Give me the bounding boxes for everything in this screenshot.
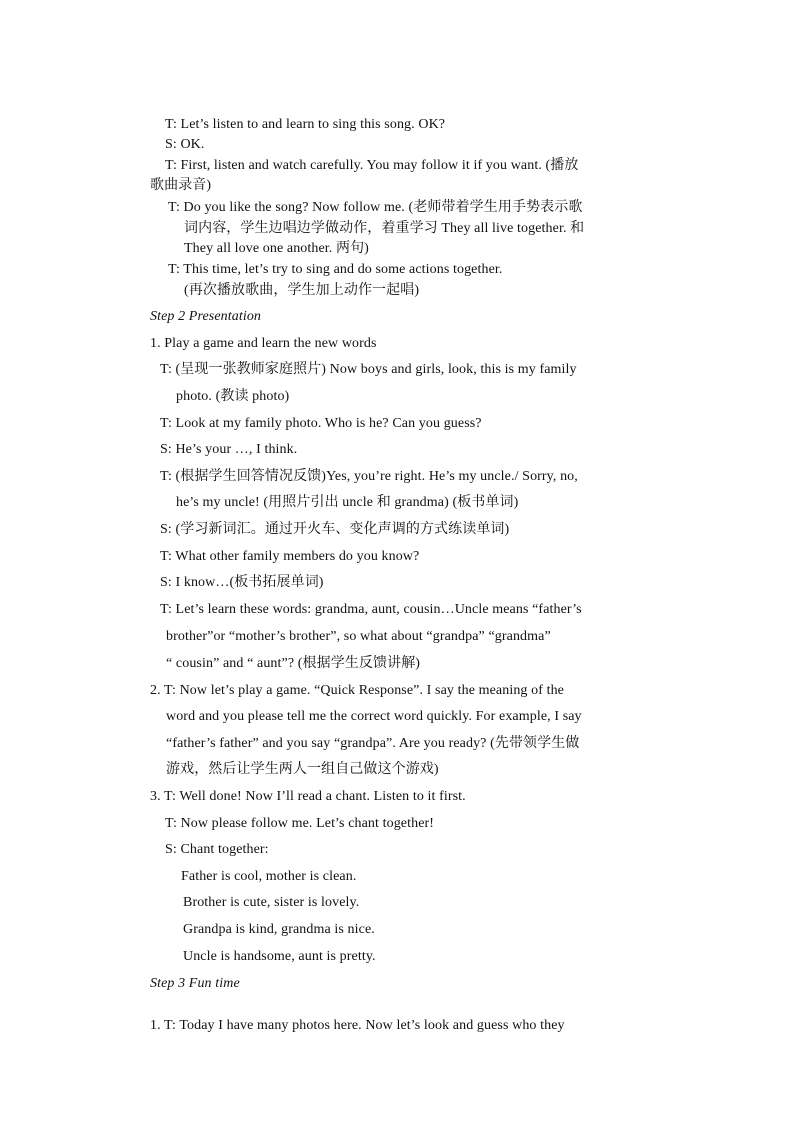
text-line: 歌曲录音) (150, 178, 212, 193)
text-line: T: Do you like the song? Now follow me. (老师带着学生用手势表示歌 (168, 200, 583, 215)
text-line: They all love one another. 两句) (184, 241, 369, 256)
section-heading: Step 2 Presentation (150, 309, 262, 324)
text-line: T: Look at my family photo. Who is he? Can you guess? (160, 416, 482, 431)
text-line: T: Let’s listen to and learn to sing this song. OK? (165, 117, 446, 132)
text-line: S: He’s your …, I think. (160, 442, 298, 457)
text-line: T: Let’s learn these words: grandma, aunt, cousin…Uncle means “father’s (160, 602, 582, 617)
text-line: 1. Play a game and learn the new words (150, 336, 377, 351)
chant-line: Father is cool, mother is clean. (181, 869, 357, 884)
text-line: T: What other family members do you know? (160, 549, 420, 564)
chant-line: Grandpa is kind, grandma is nice. (183, 922, 375, 937)
text-line: T: (呈现一张教师家庭照片) Now boys and girls, look, this is my family (160, 362, 577, 377)
text-line: 3. T: Well done! Now I’ll read a chant. Listen to it first. (150, 789, 466, 804)
text-line: “father’s father” and you say “grandpa”. Are you ready? (先带领学生做 (166, 736, 580, 751)
text-line: brother”or “mother’s brother”, so what about “grandpa” “grandma” (166, 629, 551, 644)
text-line: S: OK. (165, 137, 205, 152)
text-line: 词内容，学生边唱边学做动作，着重学习 They all live together. 和 (184, 221, 585, 236)
section-heading: Step 3 Fun time (150, 976, 240, 991)
text-line: T: Now please follow me. Let’s chant together! (165, 816, 435, 831)
chant-line: Uncle is handsome, aunt is pretty. (183, 949, 376, 964)
chant-line: Brother is cute, sister is lovely. (183, 895, 360, 910)
text-line: 游戏，然后让学生两人一组自己做这个游戏) (166, 762, 439, 777)
text-line: S: I know…(板书拓展单词) (160, 575, 324, 590)
text-line: T: This time, let’s try to sing and do some actions together. (168, 262, 503, 277)
text-line: he’s my uncle! (用照片引出 uncle 和 grandma) (板书单词) (176, 495, 519, 510)
text-line: S: Chant together: (165, 842, 269, 857)
text-line: T: First, listen and watch carefully. You may follow it if you want. (播放 (165, 158, 579, 173)
text-line: 1. T: Today I have many photos here. Now let’s look and guess who they (150, 1018, 565, 1033)
text-line: word and you please tell me the correct word quickly. For example, I say (166, 709, 582, 724)
text-line: “ cousin” and “ aunt”? (根据学生反馈讲解) (166, 656, 421, 671)
text-line: 2. T: Now let’s play a game. “Quick Response”. I say the meaning of the (150, 683, 564, 698)
text-line: (再次播放歌曲，学生加上动作一起唱) (184, 283, 420, 298)
text-line: S: (学习新词汇。通过开火车、变化声调的方式练读单词) (160, 522, 510, 537)
text-line: T: (根据学生回答情况反馈)Yes, you’re right. He’s my uncle./ Sorry, no, (160, 469, 578, 484)
text-line: photo. (教读 photo) (176, 389, 290, 404)
